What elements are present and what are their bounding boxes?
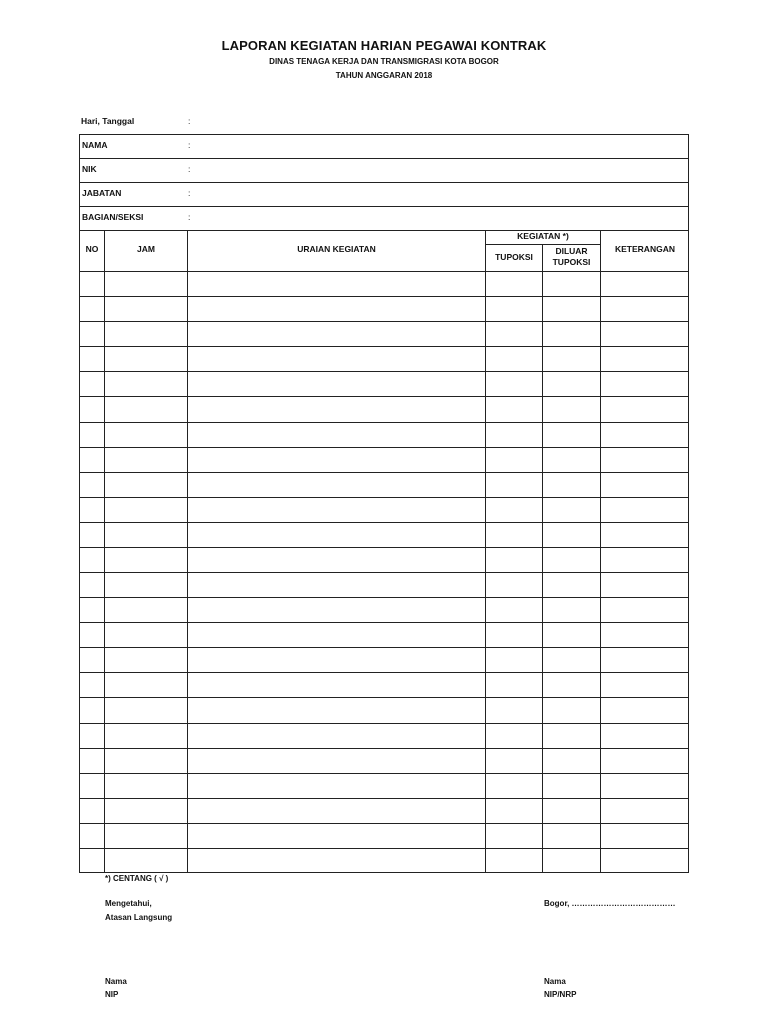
table-row — [79, 422, 689, 423]
table-row — [79, 497, 689, 498]
nik-colon: : — [188, 164, 191, 174]
header-outside-line1: DILUAR — [555, 246, 588, 256]
identity-divider — [79, 182, 689, 183]
date-label: Hari, Tanggal — [81, 116, 135, 126]
table-row — [79, 371, 689, 372]
column-divider — [600, 230, 601, 873]
name-colon: : — [188, 140, 191, 150]
acknowledged-label: Mengetahui, — [105, 899, 152, 908]
table-row — [79, 848, 689, 849]
header-time: JAM — [137, 244, 155, 254]
table-row — [79, 798, 689, 799]
table-row — [79, 622, 689, 623]
table-row — [79, 296, 689, 297]
table-row — [79, 271, 689, 272]
position-colon: : — [188, 188, 191, 198]
table-row — [79, 697, 689, 698]
identity-divider — [79, 206, 689, 207]
date-colon: : — [188, 116, 191, 126]
table-row — [79, 647, 689, 648]
column-divider — [104, 230, 105, 873]
header-description: URAIAN KEGIATAN — [297, 244, 376, 254]
table-row — [79, 748, 689, 749]
right-signatory-name: Nama — [544, 977, 566, 986]
table-row — [79, 547, 689, 548]
position-label: JABATAN — [82, 188, 122, 198]
nik-label: NIK — [82, 164, 97, 174]
table-row — [79, 597, 689, 598]
identity-divider — [79, 158, 689, 159]
section-label: BAGIAN/SEKSI — [82, 212, 144, 222]
right-signatory-id: NIP/NRP — [544, 990, 577, 999]
left-signatory-name: Nama — [105, 977, 127, 986]
fiscal-year: TAHUN ANGGARAN 2018 — [335, 71, 433, 80]
place-date-line: Bogor, ………………………………… — [544, 899, 676, 908]
table-row — [79, 396, 689, 397]
header-activity-group: KEGIATAN *) — [517, 231, 569, 241]
agency-name: DINAS TENAGA KERJA DAN TRANSMIGRASI KOTA BOGOR — [269, 57, 499, 66]
table-row — [79, 572, 689, 573]
header-notes: KETERANGAN — [615, 244, 675, 254]
table-row — [79, 321, 689, 322]
group-header-divider — [485, 244, 600, 245]
checkmark-note: *) CENTANG ( √ ) — [105, 874, 169, 883]
left-signatory-id: NIP — [105, 990, 119, 999]
table-row — [79, 823, 689, 824]
table-row — [79, 472, 689, 473]
activity-table — [79, 230, 689, 873]
name-label: NAMA — [82, 140, 108, 150]
column-divider — [485, 230, 486, 873]
table-row — [79, 723, 689, 724]
table-row — [79, 447, 689, 448]
header-tupoksi: TUPOKSI — [495, 252, 533, 262]
header-outside-line2: TUPOKSI — [552, 257, 591, 267]
table-row — [79, 672, 689, 673]
column-divider — [187, 230, 188, 873]
table-row — [79, 346, 689, 347]
section-colon: : — [188, 212, 191, 222]
page-title: LAPORAN KEGIATAN HARIAN PEGAWAI KONTRAK — [221, 38, 547, 53]
table-row — [79, 773, 689, 774]
table-row — [79, 522, 689, 523]
header-no: NO — [85, 244, 99, 254]
column-divider — [542, 244, 543, 873]
supervisor-label: Atasan Langsung — [105, 913, 173, 922]
